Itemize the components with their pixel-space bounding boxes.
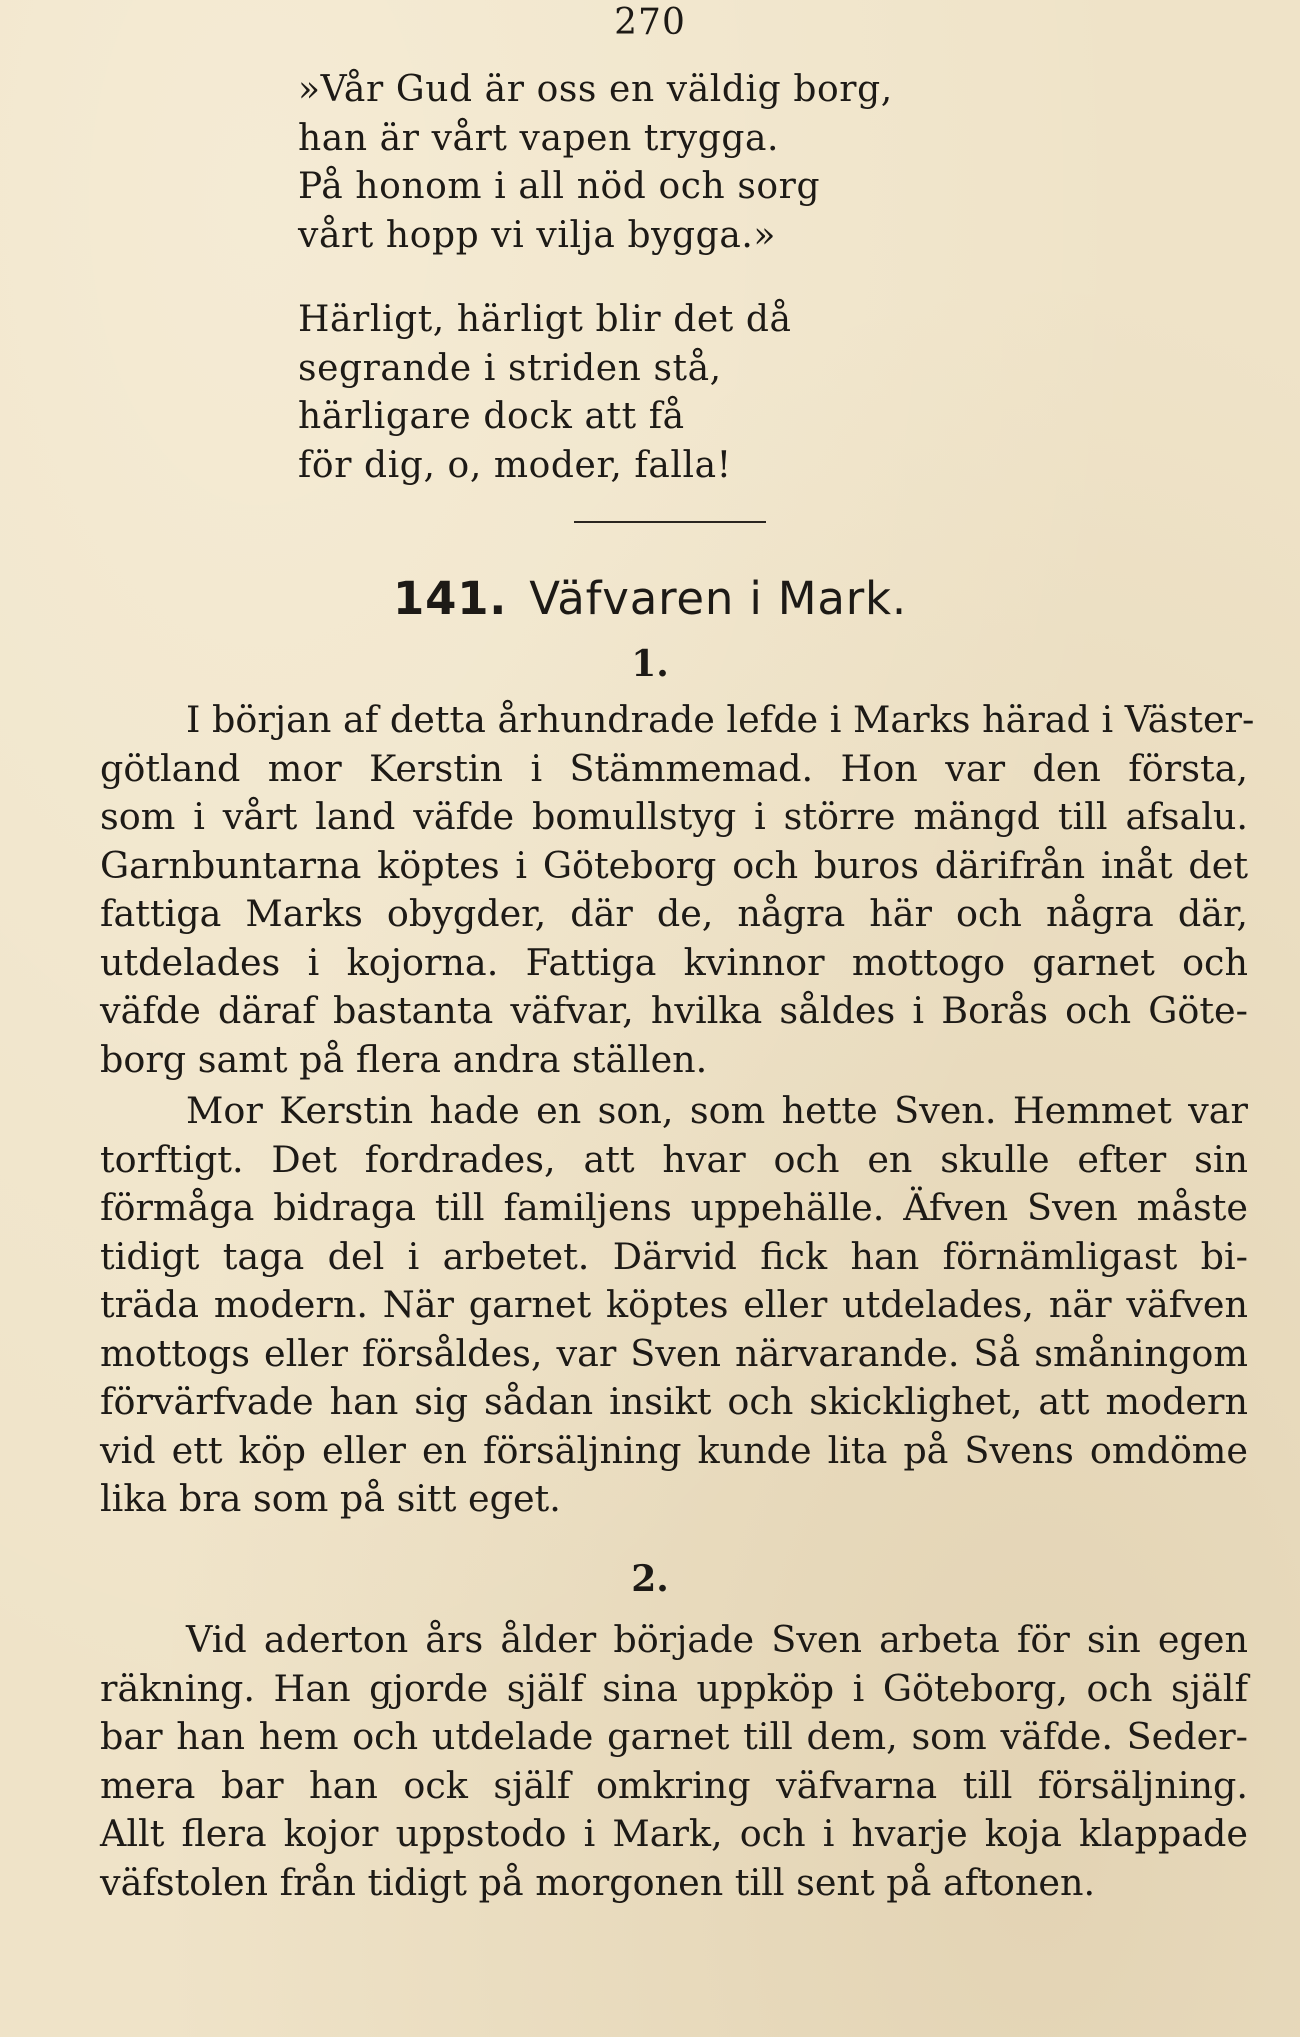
text-line: Mor Kerstin hade en son, som hette Sven. Hemmet var (186, 1089, 1248, 1132)
poem-line: »Vår Gud är oss en väldig borg, (298, 69, 893, 110)
section-number: 1. (631, 643, 669, 685)
text-line: utdelades i kojorna. Fattiga kvinnor mottogo garnet och (100, 940, 1248, 984)
text-line: träda modern. När garnet köptes eller utdelades, när väfven (100, 1283, 1248, 1326)
poem-line: vårt hopp vi vilja bygga.» (298, 214, 777, 256)
text-line: Garnbuntarna köptes i Göteborg och buros därifrån inåt det (100, 843, 1248, 887)
paragraph (100, 696, 1255, 1084)
text-line: vid ett köp eller en försäljning kunde lita på Svens omdöme (100, 1428, 1248, 1472)
text-line: torftigt. Det fordrades, att hvar och en skulle efter sin (100, 1137, 1248, 1181)
text-line: förvärfvade han sig sådan insikt och skicklighet, att modern (100, 1380, 1248, 1423)
paragraph (100, 1616, 1248, 1907)
paragraph (100, 1087, 1248, 1524)
poem-stanza (298, 296, 792, 490)
text-line: Vid aderton års ålder började Sven arbeta för sin egen (186, 1618, 1248, 1661)
text-line: I början af detta århundrade lefde i Marks härad i Väster- (186, 698, 1255, 741)
poem-line: På honom i all nöd och sorg (298, 166, 821, 207)
poem-line: segrande i striden stå, (298, 347, 722, 389)
poem-line: för dig, o, moder, falla! (298, 444, 732, 486)
text-line: Allt flera kojor uppstodo i Mark, och i hvarje koja klappade (100, 1812, 1248, 1855)
section-divider (574, 521, 766, 523)
poem-line: Härligt, härligt blir det då (298, 299, 792, 340)
page-number: 270 (614, 2, 686, 43)
text-line: mottogs eller försåldes, var Sven närvarande. Så småningom (100, 1331, 1248, 1375)
chapter-number: 141. (392, 572, 508, 625)
poem-stanza (298, 66, 893, 260)
text-line: förmåga bidraga till familjens uppehälle. Äfven Sven måste (100, 1186, 1248, 1229)
text-line: tidigt taga del i arbetet. Därvid fick han förnämligast bi- (100, 1234, 1248, 1278)
section-number: 2. (631, 1558, 669, 1600)
text-line: mera bar han ock själf omkring väfvarna till försäljning. (100, 1763, 1248, 1807)
text-line: väfde däraf bastanta väfvar, hvilka såldes i Borås och Göte- (100, 989, 1248, 1032)
text-line: räkning. Han gjorde själf sina uppköp i Göteborg, och själf (100, 1666, 1248, 1710)
poem-line: han är vårt vapen trygga. (298, 117, 780, 159)
poem-line: härligare dock att få (298, 396, 685, 437)
chapter-title: Väfvaren i Mark. (529, 572, 908, 625)
text-line: fattiga Marks obygder, där de, några här och några där, (100, 892, 1248, 935)
text-line: lika bra som på sitt eget. (100, 1477, 561, 1520)
text-line: götland mor Kerstin i Stämmemad. Hon var den första, (100, 746, 1248, 790)
text-line: som i vårt land väfde bomullstyg i större mängd till afsalu. (100, 795, 1248, 838)
text-line: bar han hem och utdelade garnet till dem, som väfde. Seder- (100, 1715, 1248, 1758)
text-line: väfstolen från tidigt på morgonen till sent på aftonen. (100, 1860, 1096, 1904)
chapter-heading (0, 572, 1300, 625)
text-line: borg samt på flera andra ställen. (100, 1037, 708, 1081)
